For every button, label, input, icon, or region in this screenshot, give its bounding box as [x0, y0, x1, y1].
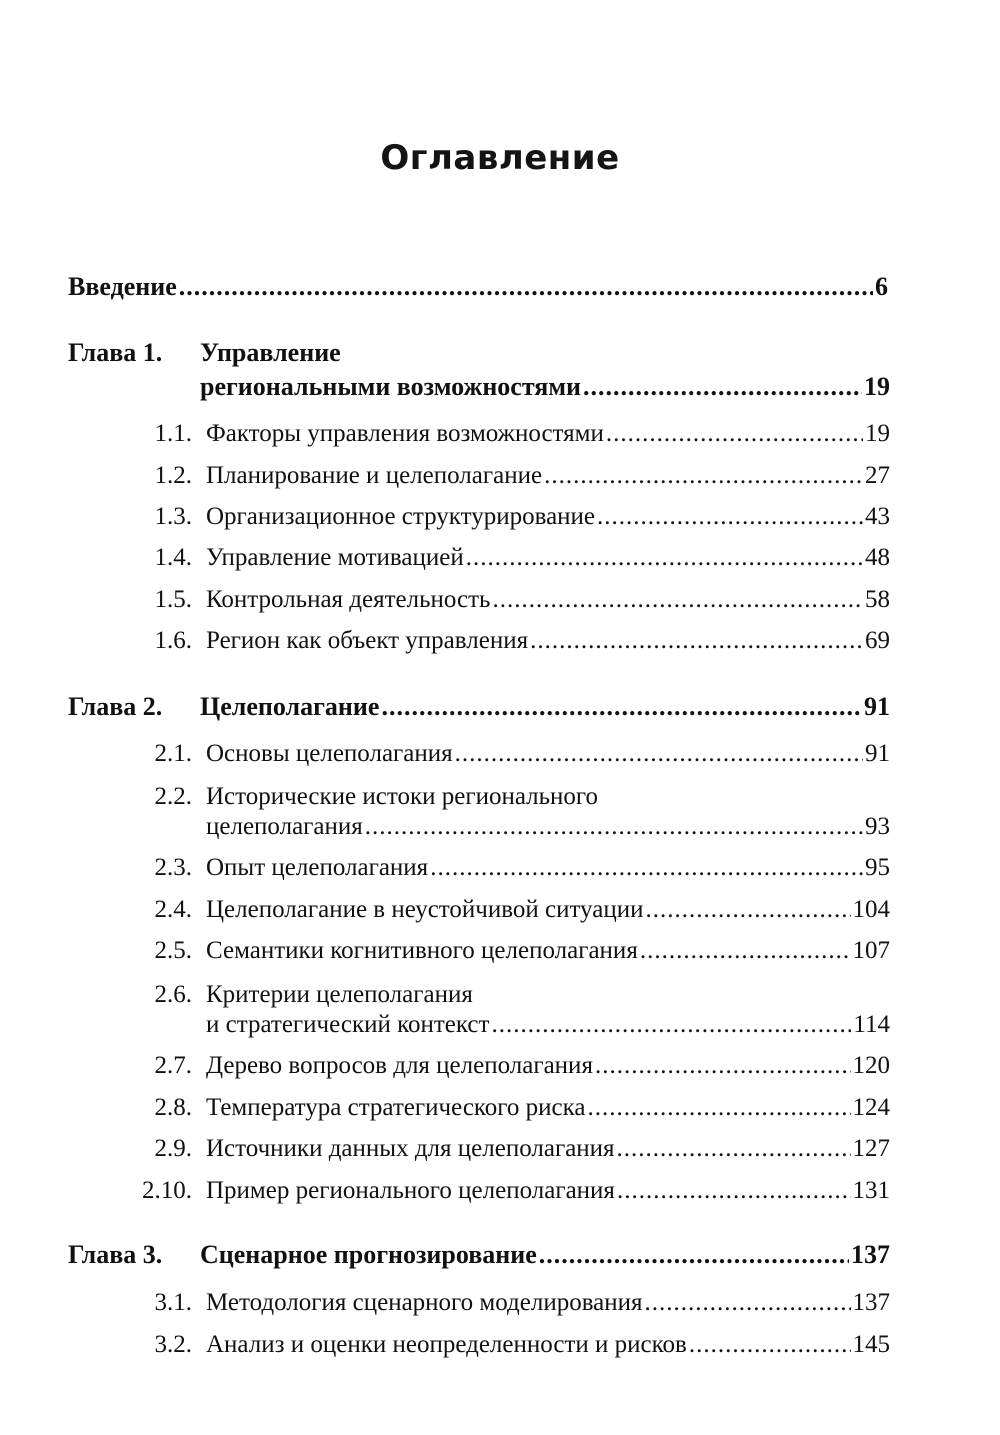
- dot-leader: [539, 1240, 849, 1270]
- entry-page: 43: [865, 503, 890, 530]
- section-number: 3.1.: [154, 1289, 192, 1316]
- section-title: Методология сценарного моделирования: [206, 1289, 643, 1316]
- entry-page: 127: [852, 1135, 890, 1162]
- section-title: Семантики когнитивного целеполагания: [206, 937, 638, 964]
- dot-leader: [491, 1011, 851, 1039]
- dot-leader: [645, 896, 850, 924]
- section-number: 2.7.: [154, 1052, 192, 1079]
- chapter-title-line2: региональными возможностями: [200, 372, 582, 401]
- section-title: Опыт целеполагания: [206, 854, 429, 881]
- chapter-number: Глава 3.: [68, 1240, 163, 1269]
- section-title: Контрольная деятельность: [206, 586, 491, 613]
- chapter-title-line1: Управление: [200, 338, 341, 367]
- toc-section-2-5: [130, 937, 890, 965]
- toc-section-2-2-line1: [130, 783, 598, 811]
- dot-leader: [544, 462, 863, 490]
- section-number: 1.4.: [154, 544, 192, 571]
- entry-page: 137: [851, 1240, 890, 1269]
- section-number: 1.3.: [154, 503, 192, 530]
- toc-section-2-3: [130, 854, 890, 882]
- dot-leader: [365, 813, 863, 841]
- toc-chapter-1: [68, 372, 890, 402]
- section-title: Температура стратегического риска: [206, 1094, 586, 1121]
- section-number: 1.2.: [154, 462, 192, 489]
- dot-leader: [617, 1177, 851, 1205]
- entry-page: 27: [865, 462, 890, 489]
- dot-leader: [595, 1052, 851, 1080]
- toc-section-3-2: [130, 1331, 890, 1359]
- page-title: Оглавление: [380, 138, 620, 178]
- dot-leader: [597, 503, 863, 531]
- section-number: 2.6.: [154, 981, 192, 1008]
- section-title: Анализ и оценки неопределенности и рисков: [206, 1331, 687, 1358]
- section-title-line1: Исторические истоки регионального: [206, 783, 599, 810]
- section-title: Организационное структурирование: [206, 503, 596, 530]
- entry-page: 124: [852, 1094, 890, 1121]
- section-number: 2.8.: [154, 1094, 192, 1121]
- section-number: 2.2.: [154, 783, 192, 810]
- entry-page: 19: [864, 372, 890, 401]
- section-number: 1.1.: [154, 420, 192, 447]
- entry-page: 19: [865, 420, 890, 447]
- entry-page: 120: [852, 1052, 890, 1079]
- toc-chapter-1-line1: [68, 338, 341, 368]
- dot-leader: [492, 586, 863, 614]
- section-number: 2.3.: [154, 854, 192, 881]
- entry-page: 69: [865, 627, 890, 654]
- toc-section-2-9: [130, 1135, 890, 1163]
- toc-chapter-3: [68, 1240, 890, 1270]
- section-title: Пример регионального целеполагания: [206, 1177, 615, 1204]
- dot-leader: [689, 1331, 851, 1359]
- dot-leader: [640, 937, 851, 965]
- toc-section-2-4: [130, 896, 890, 924]
- toc-entry-intro: [68, 272, 888, 302]
- dot-leader: [617, 1135, 851, 1163]
- entry-page: 107: [852, 937, 890, 964]
- toc-section-2-1: [130, 740, 890, 768]
- entry-page: 91: [865, 740, 890, 767]
- toc-section-3-1: [130, 1289, 890, 1317]
- section-title: Факторы управления возможностями: [206, 420, 604, 447]
- dot-leader: [645, 1289, 851, 1317]
- dot-leader: [430, 854, 863, 882]
- section-title-line1: Критерии целеполагания: [206, 981, 473, 1008]
- toc-section-1-2: [130, 462, 890, 490]
- toc-section-1-1: [130, 420, 890, 448]
- dot-leader: [583, 372, 862, 402]
- section-number: 1.6.: [154, 627, 192, 654]
- entry-page: 6: [875, 272, 888, 301]
- dot-leader: [179, 272, 873, 302]
- section-title-line2: целеполагания: [206, 813, 363, 840]
- entry-page: 95: [865, 854, 890, 881]
- toc-section-1-4: [130, 544, 890, 572]
- dot-leader: [466, 544, 863, 572]
- entry-page: 58: [865, 586, 890, 613]
- toc-section-1-6: [130, 627, 890, 655]
- entry-page: 137: [852, 1289, 890, 1316]
- chapter-number: Глава 2.: [68, 692, 163, 721]
- toc-section-2-8: [130, 1094, 890, 1122]
- section-number: 2.5.: [154, 937, 192, 964]
- chapter-number: Глава 1.: [68, 338, 163, 367]
- section-title: Регион как объект управления: [206, 627, 529, 654]
- dot-leader: [455, 740, 863, 768]
- section-title: Планирование и целеполагание: [206, 462, 543, 489]
- section-title: Источники данных для целеполагания: [206, 1135, 615, 1162]
- toc-section-2-6-line1: [130, 981, 473, 1009]
- entry-page: 145: [852, 1331, 890, 1358]
- section-number: 1.5.: [154, 586, 192, 613]
- toc-section-2-7: [130, 1052, 890, 1080]
- section-number: 2.4.: [154, 896, 192, 923]
- toc-section-2-2: [130, 813, 890, 841]
- section-title: Дерево вопросов для целеполагания: [206, 1052, 593, 1079]
- section-title: Основы целеполагания: [206, 740, 453, 767]
- section-number: 2.1.: [154, 740, 192, 767]
- dot-leader: [381, 692, 862, 722]
- chapter-title: Целеполагание: [200, 692, 380, 721]
- chapter-title: Сценарное прогнозирование: [200, 1240, 537, 1269]
- dot-leader: [530, 627, 863, 655]
- entry-page: 91: [864, 692, 890, 721]
- entry-title: Введение: [68, 272, 177, 301]
- entry-page: 104: [852, 896, 890, 923]
- section-number: 2.9.: [154, 1135, 192, 1162]
- entry-page: 48: [865, 544, 890, 571]
- toc-section-2-6: [130, 1011, 890, 1039]
- toc-section-1-5: [130, 586, 890, 614]
- entry-page: 114: [853, 1011, 890, 1038]
- section-number: 3.2.: [154, 1331, 192, 1358]
- entry-page: 93: [865, 813, 890, 840]
- section-title-line2: и стратегический контекст: [206, 1011, 490, 1038]
- toc-section-2-10: [130, 1177, 890, 1205]
- section-title: Управление мотивацией: [206, 544, 464, 571]
- toc-section-1-3: [130, 503, 890, 531]
- entry-page: 131: [852, 1177, 890, 1204]
- dot-leader: [606, 420, 863, 448]
- section-title: Целеполагание в неустойчивой ситуации: [206, 896, 644, 923]
- toc-chapter-2: [68, 692, 890, 722]
- dot-leader: [588, 1094, 851, 1122]
- section-number: 2.10.: [142, 1177, 192, 1204]
